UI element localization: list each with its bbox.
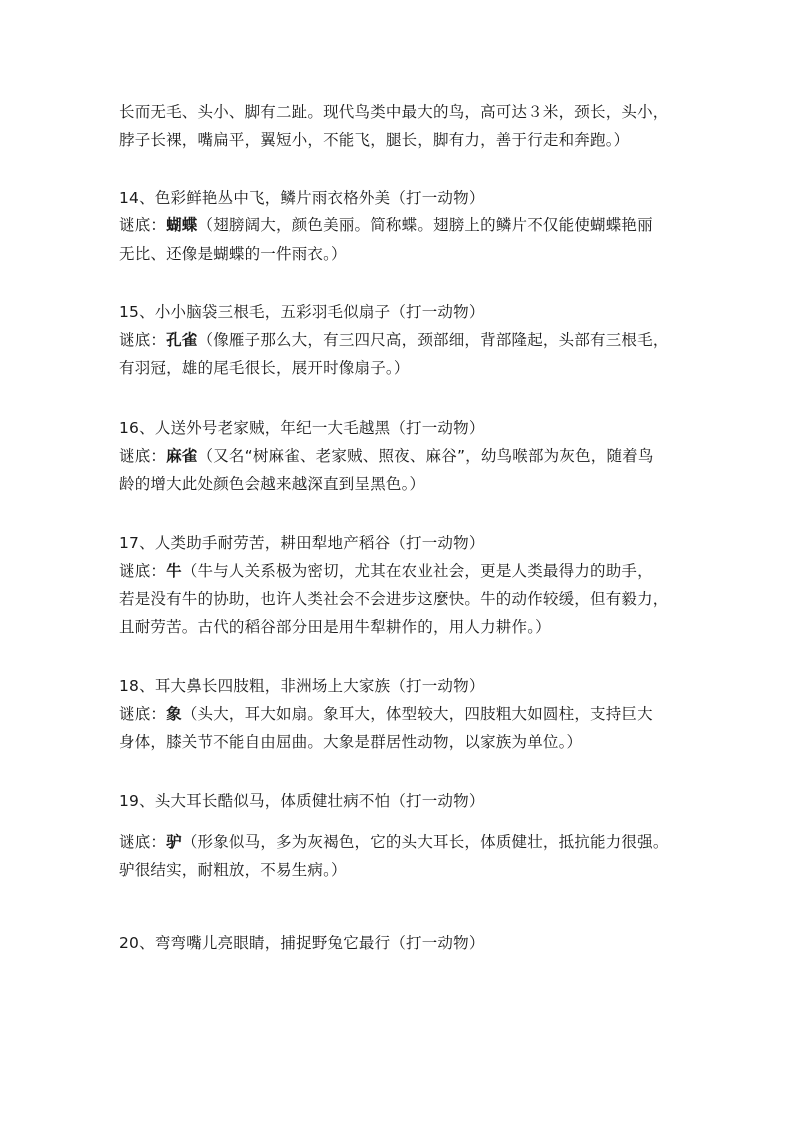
- answer-explanation: 有羽冠，雄的尾毛很长，展开时像扇子。）: [119, 359, 410, 377]
- answer-word: 蝴蝶: [166, 216, 198, 234]
- answer-word: 象: [166, 705, 182, 723]
- riddle-question: 18、耳大鼻长四肢粗，非洲场上大家族（打一动物）: [119, 677, 485, 695]
- riddle-question: 16、人送外号老家贼，年纪一大毛越黑（打一动物）: [119, 419, 485, 437]
- riddle-answer-line: [119, 446, 719, 466]
- answer-label: 谜底：: [119, 447, 167, 465]
- riddle-question: 14、色彩鲜艳丛中飞，鳞片雨衣格外美（打一动物）: [119, 189, 485, 207]
- answer-word: 孔雀: [166, 331, 198, 349]
- riddle-answer-line: [119, 561, 719, 581]
- riddle-question: 20、弯弯嘴儿亮眼睛，捕捉野兔它最行（打一动物）: [119, 934, 485, 952]
- answer-explanation: 且耐劳苦。古代的稻谷部分田是用牛犁耕作的，用人力耕作。）: [119, 618, 551, 636]
- answer-explanation: 无比、还像是蝴蝶的一件雨衣。）: [119, 245, 347, 263]
- riddle-question: 19、头大耳长酷似马，体质健壮病不怕（打一动物）: [119, 792, 485, 810]
- answer-explanation: 龄的增大此处颜色会越来越深直到呈黑色。）: [119, 475, 426, 493]
- answer-explanation: （又名“树麻雀、老家贼、照夜、麻谷”，幼鸟喉部为灰色，随着鸟: [197, 447, 654, 465]
- answer-explanation: （牛与人关系极为密切，尤其在农业社会，更是人类最得力的助手，: [181, 562, 653, 580]
- answer-explanation: 若是没有牛的协助，也许人类社会不会进步这麼快。牛的动作较缓，但有毅力，: [119, 590, 669, 608]
- answer-word: 牛: [166, 562, 182, 580]
- riddle-question: 15、小小脑袋三根毛，五彩羽毛似扇子（打一动物）: [119, 303, 485, 321]
- answer-explanation: （像雁子那么大，有三四尺高，颈部细，背部隆起，头部有三根毛，: [197, 331, 669, 349]
- answer-explanation: （头大，耳大如扇。象耳大，体型较大，四肢粗大如圆柱，支持巨大: [181, 705, 653, 723]
- riddle-answer-line: [119, 330, 719, 350]
- intro-line: 脖子长裸，嘴扁平，翼短小，不能飞，腿长，脚有力，善于行走和奔跑。）: [119, 131, 630, 149]
- answer-label: 谜底：: [119, 562, 167, 580]
- answer-label: 谜底：: [119, 833, 167, 851]
- answer-label: 谜底：: [119, 216, 167, 234]
- answer-explanation: （形象似马，多为灰褐色，它的头大耳长，体质健壮，抵抗能力很强。: [181, 833, 669, 851]
- answer-label: 谜底：: [119, 705, 167, 723]
- riddle-question: 17、人类助手耐劳苦，耕田犁地产稻谷（打一动物）: [119, 534, 485, 552]
- answer-explanation: 身体，膝关节不能自由屈曲。大象是群居性动物，以家族为单位。）: [119, 733, 583, 751]
- answer-explanation: 驴很结实，耐粗放，不易生病。）: [119, 861, 347, 879]
- answer-explanation: （翅膀阔大，颜色美丽。简称蝶。翅膀上的鳞片不仅能使蝴蝶艳丽: [197, 216, 653, 234]
- riddle-answer-line: [119, 832, 719, 852]
- riddle-answer-line: [119, 215, 719, 235]
- riddle-answer-line: [119, 704, 719, 724]
- answer-label: 谜底：: [119, 331, 167, 349]
- answer-word: 驴: [166, 833, 182, 851]
- answer-word: 麻雀: [166, 447, 198, 465]
- intro-line: 长而无毛、头小、脚有二趾。现代鸟类中最大的鸟，高可达３米，颈长，头小，: [119, 103, 669, 121]
